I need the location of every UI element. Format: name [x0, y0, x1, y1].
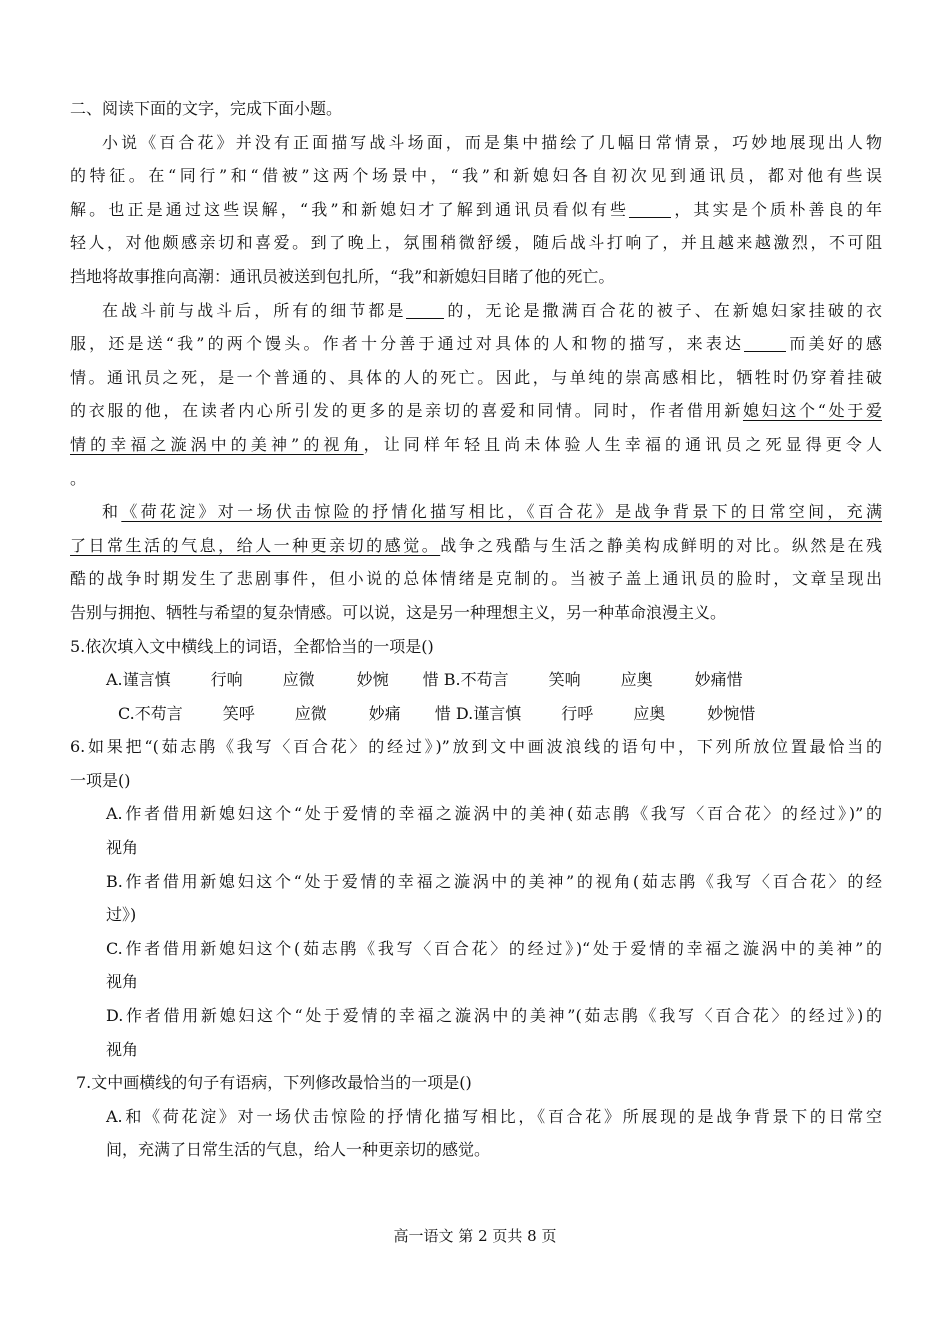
passage-line: 服，还是送“我”的两个馒头。作者十分善于通过对具体的人和物的描写，来表达 而美好的感 [70, 334, 882, 354]
passage-line: 情。通讯员之死，是一个普通的、具体的人的死亡。因此，与单纯的崇高感相比，牺牲时仍穿着挂破 [70, 367, 882, 387]
passage-line: 了日常生活的气息，给人一种更亲切的感觉。战争之残酷与生活之静美构成鲜明的对比。纵然是在残 [70, 535, 882, 555]
passage-line: 小说《百合花》并没有正面描写战斗场面，而是集中描绘了几幅日常情景，巧妙地展现出人物 [102, 132, 882, 152]
passage-line: 告别与拥抱、牺牲与希望的复杂情感。可以说，这是另一种理想主义，另一种革命浪漫主义。 [70, 602, 727, 622]
question-5 [70, 630, 882, 731]
question-stem: 5.依次填入文中横线上的词语，全都恰当的一项是() [70, 636, 434, 656]
question-7 [70, 1066, 882, 1167]
option-row [70, 663, 882, 697]
option-d-cont: 视角 [106, 1039, 139, 1059]
passage-line: 轻人，对他颇感亲切和喜爱。到了晚上，氛围稍微舒缓，随后战斗打响了，并且越来越激烈，不可阻 [70, 233, 882, 253]
section-title: 二、阅读下面的文字，完成下面小题。 [70, 99, 343, 118]
option-d: D.作者借用新媳妇这个“处于爱情的幸福之漩涡中的美神”(茹志鹃《我写〈百合花〉的经过》)的 [106, 1006, 882, 1026]
option-c: C.不苟言 笑呼 应微 妙痛 惜 [118, 703, 451, 723]
question-stem: 一项是() [70, 770, 131, 790]
question-stem: 6.如果把“(茹志鹃《我写〈百合花〉的经过》)”放到文中画波浪线的语句中，下列所放位置最恰当的 [70, 737, 882, 757]
option-b-cont: 过》) [106, 905, 137, 925]
fill-blank-3 [744, 333, 786, 352]
fill-blank-2 [406, 300, 444, 319]
passage-line: 的特征。在“同行”和“借被”这两个场景中，“我”和新媳妇各自初次见到通讯员，都对他有些误 [70, 166, 882, 186]
underlined-sentence: 《荷花淀》对一场伏击惊险的抒情化描写相比，《百合花》是战争背景下的日常空间，充满 [121, 502, 882, 522]
passage-line: 。 [70, 468, 87, 488]
wavy-underlined-sentence: 情的幸福之漩涡中的美神”的视角 [70, 434, 364, 454]
passage-line: 和《荷花淀》对一场伏击惊险的抒情化描写相比，《百合花》是战争背景下的日常空间，充满 [102, 502, 882, 522]
option-a: A.和《荷花淀》对一场伏击惊险的抒情化描写相比，《百合花》所展现的是战争背景下的日常空 [106, 1106, 882, 1126]
exam-page [70, 92, 882, 1167]
fill-blank-1 [629, 199, 671, 218]
option-c-cont: 视角 [106, 972, 139, 992]
passage-line: 挡地将故事推向高潮：通讯员被送到包扎所，“我”和新媳妇目睹了他的死亡。 [70, 266, 615, 286]
wavy-underlined-sentence: 媳妇这个“处于爱 [742, 401, 882, 421]
option-a-cont: 视角 [106, 838, 139, 858]
passage-line: 在战斗前与战斗后，所有的细节都是 的，无论是撒满百合花的被子、在新媳妇家挂破的衣 [102, 300, 882, 320]
underlined-sentence: 了日常生活的气息，给人一种更亲切的感觉。 [70, 535, 441, 555]
passage-line: 解。也正是通过这些误解，“我”和新媳妇才了解到通讯员看似有些 ，其实是个质朴善良的年 [70, 199, 882, 219]
question-6 [70, 730, 882, 1066]
option-row [70, 697, 882, 731]
passage-line: 的衣服的他，在读者内心所引发的更多的是亲切的喜爱和同情。同时，作者借用新媳妇这个“处于爱 [70, 401, 882, 421]
option-a: A.谨言慎 行响 应微 妙惋 惜 [106, 670, 439, 690]
option-a: A.作者借用新媳妇这个“处于爱情的幸福之漩涡中的美神(茹志鹃《我写〈百合花〉的经过》)”的 [106, 804, 882, 824]
question-stem: 7.文中画横线的句子有语病，下列修改最恰当的一项是() [76, 1073, 472, 1093]
page-footer: 高一语文 第 2 页共 8 页 [393, 1227, 557, 1245]
passage-line: 情的幸福之漩涡中的美神”的视角，让同样年轻且尚未体验人生幸福的通讯员之死显得更令人 [70, 434, 882, 454]
passage-line: 酷的战争时期发生了悲剧事件，但小说的总体情绪是克制的。当被子盖上通讯员的脸时，文章呈现出 [70, 569, 882, 589]
reading-passage [70, 126, 882, 630]
option-b: B.作者借用新媳妇这个“处于爱情的幸福之漩涡中的美神”的视角(茹志鹃《我写〈百合花〉的经 [106, 871, 882, 891]
option-b: B.不苟言 笑响 应奥 妙痛惜 [443, 670, 743, 690]
option-c: C.作者借用新媳妇这个(茹志鹃《我写〈百合花〉的经过》)“处于爱情的幸福之漩涡中的美神”的 [106, 938, 882, 958]
option-d: D.谨言慎 行呼 应奥 妙惋惜 [455, 703, 756, 723]
option-a-cont: 间，充满了日常生活的气息，给人一种更亲切的感觉。 [106, 1140, 491, 1160]
